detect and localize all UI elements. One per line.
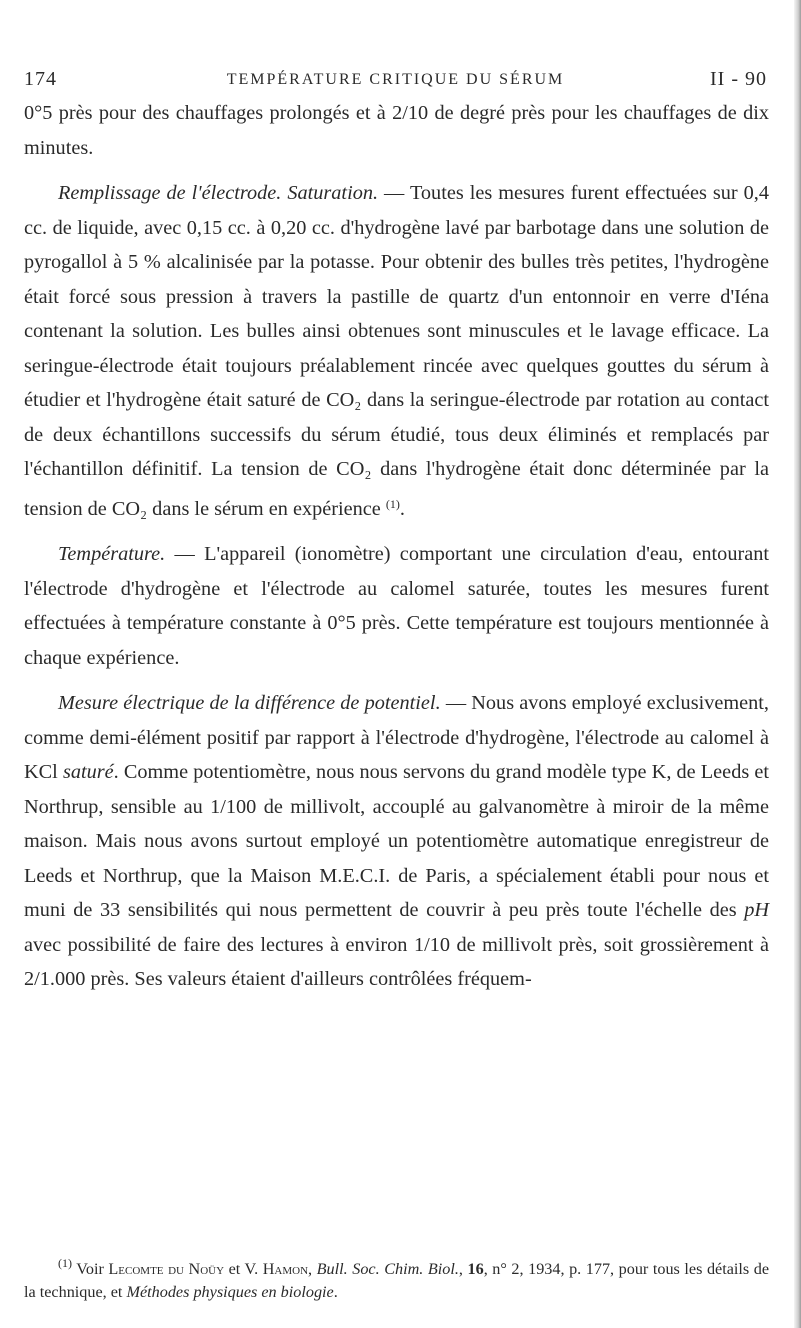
- paragraph-text: — Nous avons employé exclusivement, comme demi-élément positif par rapport à l'électrode d'hydrogène, l'électrode au calomel à KCl: [24, 692, 769, 783]
- paragraph-text-2: . Comme potentiomètre, nous nous servons du grand modèle type K, de Leeds et Northrup, sensible au 1/100 de millivolt, accouplé au galvanomètre à miroir de la même maison. Mais nous avons surtout employé un potentiomètre automatique enregistreur de Leeds et Northrup, que la Maison M.E.C.I. de Paris, a spécialement établi pour nous et muni de 33 sensibilités qui nous permettent de couvrir à peu près toute l'échelle des: [24, 761, 769, 921]
- footnote-lead: Voir: [72, 1260, 109, 1278]
- ph-term: pH: [744, 899, 769, 921]
- footnote-author-2: Hamon: [262, 1260, 309, 1278]
- paragraph-text: — Toutes les mesures furent effectuées sur 0,4 cc. de liquide, avec 0,15 cc. à 0,20 cc. d'hydrogène lavé par barbotage dans une solution de pyrogallol à 5 % alcalinisée par la potasse. Pour obtenir des bulles très petites, l'hydrogène était forcé sous pression à travers la pastille de quartz d'un entonnoir en verre d'Iéna contenant la solution. Les bulles ainsi obtenues sont minuscules et le lavage efficace. La seringue-électrode était toujours préalablement rincée avec quelques gouttes du sérum à étudier et l'hydrogène était saturé de CO₂ dans la seringue-électrode par rotation au contact de deux échantillons successifs du sérum étudié, tous deux éliminés et remplacés par l'échantillon définitif. La tension de CO₂ dans l'hydrogène était donc déterminée par la tension de CO₂ dans le sérum en expérience: [24, 182, 769, 520]
- section-heading: Remplissage de l'électrode. Saturation.: [58, 182, 379, 204]
- running-header: [24, 68, 767, 98]
- italic-word: saturé: [62, 761, 114, 783]
- paragraph-mesure: [24, 686, 769, 997]
- paragraph-text-3: avec possibilité de faire des lectures à environ 1/10 de millivolt près, soit grossièrement à 2/1.000 près. Ses valeurs étaient d'ailleurs contrôlées fréquem-: [24, 933, 769, 990]
- section-heading: Mesure électrique de la différence de potentiel.: [58, 692, 441, 714]
- page-number: 174: [24, 68, 57, 90]
- page-edge-shadow: [794, 0, 801, 1328]
- body-text: [24, 96, 769, 997]
- paragraph-temperature: [24, 537, 769, 675]
- footnote-author-1: Lecomte du Noüy: [108, 1260, 225, 1278]
- footnote-sep-3: ,: [458, 1260, 468, 1278]
- footnote-mark[interactable]: (1): [385, 496, 400, 511]
- footnote-tail: .: [333, 1283, 338, 1301]
- footnote-details: , n° 2, 1934, p. 177, pour tous les détails de la technique, et: [24, 1260, 770, 1301]
- footnote-text: [24, 1252, 769, 1304]
- footnote-volume: 16: [467, 1260, 484, 1278]
- paragraph-tail: .: [399, 497, 405, 520]
- paragraph-continuation: [24, 96, 769, 165]
- section-heading: Température.: [58, 543, 166, 565]
- paragraph-text: 0°5 près pour des chauffages prolongés et à 2/10 de degré près pour les chauffages de dix minutes.: [24, 102, 769, 159]
- footnote-number: (1): [58, 1256, 72, 1270]
- footnote: [24, 1252, 769, 1304]
- section-reference: II - 90: [710, 68, 767, 90]
- footnote-journal: Bull. Soc. Chim. Biol.: [316, 1260, 459, 1278]
- paragraph-remplissage: [24, 176, 769, 526]
- footnote-sep-2: ,: [308, 1260, 317, 1278]
- running-title: TEMPÉRATURE CRITIQUE DU SÉRUM: [226, 71, 565, 88]
- paragraph-text: — L'appareil (ionomètre) comportant une circulation d'eau, entourant l'électrode d'hydrogène et l'électrode au calomel saturée, toutes les mesures furent effectuées à température constante à 0°5 près. Cette température est toujours mentionnée à chaque expérience.: [24, 543, 769, 669]
- footnote-sep-1: et V.: [224, 1260, 263, 1278]
- footnote-book-title: Méthodes physiques en biologie: [126, 1283, 334, 1301]
